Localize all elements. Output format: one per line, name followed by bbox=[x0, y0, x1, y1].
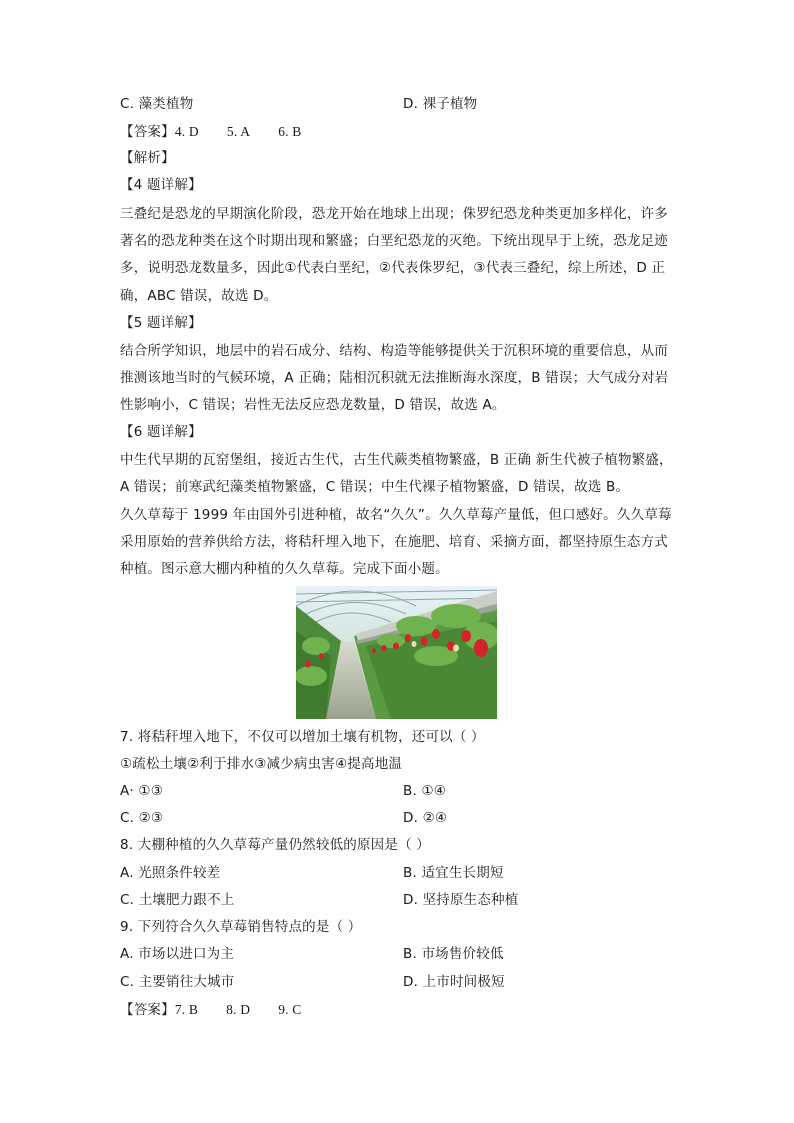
intro-line-2: 采用原始的营养供给方法，将秸秆埋入地下，在施肥、培育、采摘方面，都坚持原生态方式 bbox=[120, 534, 668, 550]
answer-9: 9. C bbox=[278, 1002, 302, 1017]
q9-option-c: C. 主要销往大城市 bbox=[120, 974, 235, 990]
q4-line-4: 确，ABC 错误，故选 D。 bbox=[120, 288, 278, 304]
q7-choices: ①疏松土壤②利于排水③减少病虫害④提高地温 bbox=[120, 756, 403, 772]
q7-option-c: C. ②③ bbox=[120, 810, 164, 826]
q4-line-1: 三叠纪是恐龙的早期演化阶段，恐龙开始在地球上出现；侏罗纪恐龙种类更加多样化，许多 bbox=[120, 206, 668, 222]
q8-stem: 8. 大棚种植的久久草莓产量仍然较低的原因是（ ） bbox=[120, 837, 430, 853]
q8-options-row-1 bbox=[120, 860, 680, 887]
q9-option-a: A. 市场以进口为主 bbox=[120, 946, 235, 962]
q9-option-b: B. 市场售价较低 bbox=[403, 946, 504, 962]
intro-line-1: 久久草莓于 1999 年由国外引进种植，故名“久久”。久久草莓产量低，但口感好。久久草莓 bbox=[120, 507, 672, 523]
q5-line-2: 推测该地当时的气候环境，A 正确；陆相沉积就无法推断海水深度，B 错误；大气成分对岩 bbox=[120, 370, 669, 386]
q3-options-row bbox=[120, 91, 680, 118]
q9-stem: 9. 下列符合久久草莓销售特点的是（ ） bbox=[120, 919, 362, 935]
q4-line-2: 著名的恐龙种类在这个时期出现和繁盛；白垩纪恐龙的灭绝。下统出现早于上统，恐龙足迹 bbox=[120, 233, 668, 249]
answer-6: 6. B bbox=[278, 124, 302, 139]
greenhouse-strawberry-photo bbox=[296, 586, 497, 719]
q7-stem: 7. 将秸秆埋入地下，不仅可以增加土壤有机物，还可以（ ） bbox=[120, 729, 485, 745]
q7-option-a: A· ①③ bbox=[120, 783, 164, 799]
answer-4: 4. D bbox=[174, 124, 199, 139]
q7-options-row-2 bbox=[120, 805, 680, 832]
q9-options-row-2 bbox=[120, 969, 680, 996]
answer-8: 8. D bbox=[226, 1002, 251, 1017]
q6-line-2: A 错误；前寒武纪藻类植物繁盛，C 错误；中生代裸子植物繁盛，D 错误，故选 B。 bbox=[120, 479, 630, 495]
q3-option-c: C. 藻类植物 bbox=[120, 96, 194, 112]
q7-option-b: B. ①④ bbox=[403, 783, 447, 799]
q5-line-1: 结合所学知识，地层中的岩石成分、结构、构造等能够提供关于沉积环境的重要信息，从而 bbox=[120, 343, 668, 359]
answer-label: 【答案】 bbox=[120, 124, 175, 140]
q6-line-1: 中生代早期的瓦窑堡组，接近古生代，古生代蕨类植物繁盛，B 正确 新生代被子植物繁盛， bbox=[120, 452, 673, 468]
answer-label: 【答案】 bbox=[120, 1002, 175, 1018]
answer-7: 7. B bbox=[174, 1002, 199, 1017]
q8-option-d: D. 坚持原生态种植 bbox=[403, 892, 519, 908]
q5-heading: 【5 题详解】 bbox=[120, 315, 202, 331]
q8-option-a: A. 光照条件较差 bbox=[120, 865, 221, 881]
q4-line-3: 多，说明恐龙数量多，因此①代表白垩纪，②代表侏罗纪，③代表三叠纪，综上所述，D 正 bbox=[120, 260, 666, 276]
q5-line-3: 性影响小，C 错误；岩性无法反应恐龙数量，D 错误，故选 A。 bbox=[120, 397, 506, 413]
q7-options-row-1 bbox=[120, 778, 680, 805]
q8-option-c: C. 土壤肥力跟不上 bbox=[120, 892, 235, 908]
q6-heading: 【6 题详解】 bbox=[120, 424, 202, 440]
q8-option-b: B. 适宜生长期短 bbox=[403, 865, 504, 881]
answer-block-1 bbox=[120, 118, 680, 146]
analysis-label: 【解析】 bbox=[120, 150, 175, 166]
q3-option-d: D. 裸子植物 bbox=[403, 96, 478, 112]
q9-option-d: D. 上市时间极短 bbox=[403, 974, 505, 990]
answer-block-2 bbox=[120, 996, 680, 1024]
q9-options-row-1 bbox=[120, 941, 680, 968]
answer-5: 5. A bbox=[226, 124, 251, 139]
q8-options-row-2 bbox=[120, 887, 680, 914]
q4-heading: 【4 题详解】 bbox=[120, 177, 202, 193]
q7-option-d: D. ②④ bbox=[403, 810, 448, 826]
intro-line-3: 种植。图示意大棚内种植的久久草莓。完成下面小题。 bbox=[120, 561, 449, 577]
